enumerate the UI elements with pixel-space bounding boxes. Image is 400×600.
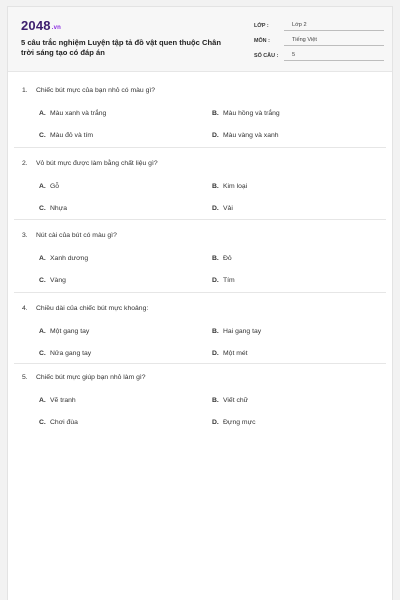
option-letter: D. <box>212 132 219 139</box>
option-letter: B. <box>212 397 219 404</box>
page-title: 5 câu trắc nghiệm Luyện tập tả đồ vật quen thuộc Chân trời sáng tạo có đáp án <box>21 38 221 57</box>
option-a[interactable] <box>39 183 59 190</box>
meta-value: Lớp 2 <box>284 20 384 31</box>
question-text <box>22 305 148 312</box>
option-text: Một gang tay <box>50 328 90 335</box>
option-text: Màu hồng và trắng <box>223 110 280 117</box>
question-text <box>22 87 155 94</box>
meta-row-subject <box>254 35 384 50</box>
option-b[interactable] <box>212 110 280 117</box>
question-divider <box>14 147 386 148</box>
option-text: Đựng mực <box>223 419 256 426</box>
meta-value: Tiếng Việt <box>284 35 384 46</box>
option-text: Vẽ tranh <box>50 397 76 404</box>
option-letter: C. <box>39 277 46 284</box>
option-text: Vải <box>223 205 233 212</box>
option-letter: B. <box>212 255 219 262</box>
question-number: 4. <box>22 305 28 312</box>
option-letter: C. <box>39 132 46 139</box>
option-text: Màu vàng và xanh <box>223 132 279 139</box>
option-b[interactable] <box>212 328 261 335</box>
option-d[interactable] <box>212 205 233 212</box>
option-a[interactable] <box>39 397 76 404</box>
meta-row-grade <box>254 20 384 35</box>
question-number: 2. <box>22 160 28 167</box>
option-letter: A. <box>39 397 46 404</box>
option-letter: D. <box>212 205 219 212</box>
option-text: Màu đỏ và tím <box>50 132 94 139</box>
option-text: Tím <box>223 277 235 284</box>
meta-label: SỐ CÂU : <box>254 53 279 59</box>
meta-label: MÔN : <box>254 38 270 44</box>
option-letter: A. <box>39 328 46 335</box>
option-d[interactable] <box>212 419 256 426</box>
question-number: 5. <box>22 374 28 381</box>
option-letter: D. <box>212 277 219 284</box>
option-text: Hai gang tay <box>223 328 262 335</box>
option-b[interactable] <box>212 255 232 262</box>
option-d[interactable] <box>212 350 248 357</box>
question-text <box>22 232 117 239</box>
option-c[interactable] <box>39 350 91 357</box>
option-a[interactable] <box>39 110 106 117</box>
option-text: Nửa gang tay <box>50 350 92 357</box>
option-letter: B. <box>212 183 219 190</box>
site-logo[interactable] <box>21 18 61 33</box>
question-label: Chiếc bút mực giúp bạn nhỏ làm gì? <box>36 374 146 381</box>
worksheet-header <box>8 7 392 72</box>
option-text: Vàng <box>50 277 66 284</box>
option-letter: A. <box>39 255 46 262</box>
option-c[interactable] <box>39 277 66 284</box>
option-letter: D. <box>212 350 219 357</box>
option-letter: B. <box>212 328 219 335</box>
question-label: Nút cài của bút có màu gì? <box>36 232 117 239</box>
logo-tld: .vn <box>51 25 62 31</box>
option-b[interactable] <box>212 183 247 190</box>
option-letter: A. <box>39 183 46 190</box>
option-letter: D. <box>212 419 219 426</box>
option-b[interactable] <box>212 397 248 404</box>
question-divider <box>14 292 386 293</box>
question-label: Vỏ bút mực được làm bằng chất liệu gì? <box>36 160 158 167</box>
option-letter: C. <box>39 350 46 357</box>
meta-row-count <box>254 50 384 65</box>
option-text: Xanh dương <box>50 255 89 262</box>
option-letter: B. <box>212 110 219 117</box>
meta-label: LỚP : <box>254 23 269 29</box>
option-d[interactable] <box>212 277 235 284</box>
meta-value: 5 <box>284 50 384 61</box>
option-d[interactable] <box>212 132 279 139</box>
question-text <box>22 160 158 167</box>
question-number: 1. <box>22 87 28 94</box>
question-label: Chiều dài của chiếc bút mực khoảng: <box>36 305 149 312</box>
option-text: Màu xanh và trắng <box>50 110 107 117</box>
option-c[interactable] <box>39 419 78 426</box>
logo-text: 2048 <box>21 18 51 33</box>
question-label: Chiếc bút mực của bạn nhỏ có màu gì? <box>36 87 156 94</box>
option-a[interactable] <box>39 328 89 335</box>
worksheet <box>7 6 393 600</box>
option-a[interactable] <box>39 255 88 262</box>
option-letter: C. <box>39 419 46 426</box>
worksheet-meta <box>254 20 384 65</box>
option-text: Viết chữ <box>223 397 249 404</box>
option-text: Chơi đùa <box>50 419 78 426</box>
option-c[interactable] <box>39 132 93 139</box>
question-divider <box>14 363 386 364</box>
option-letter: C. <box>39 205 46 212</box>
option-text: Nhựa <box>50 205 68 212</box>
question-divider <box>14 219 386 220</box>
option-text: Một mét <box>223 350 248 357</box>
question-text <box>22 374 146 381</box>
option-letter: A. <box>39 110 46 117</box>
option-text: Đỏ <box>223 255 232 262</box>
option-text: Kim loại <box>223 183 248 190</box>
question-number: 3. <box>22 232 28 239</box>
option-text: Gỗ <box>50 183 60 190</box>
option-c[interactable] <box>39 205 67 212</box>
